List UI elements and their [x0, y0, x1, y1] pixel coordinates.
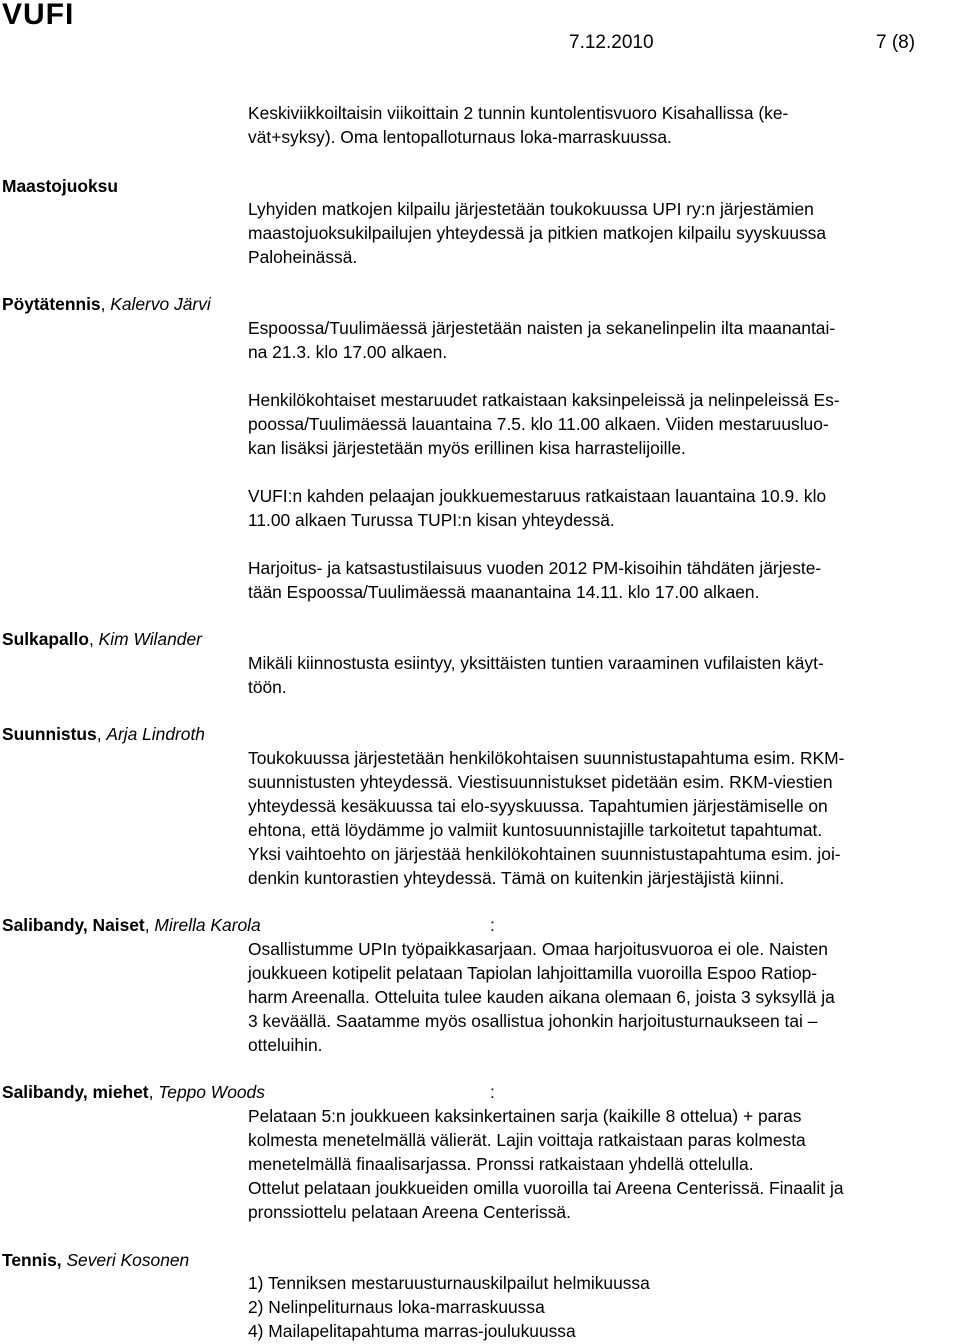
page-number: 7 (8)	[876, 32, 916, 53]
contact-person: Mirella Karola	[154, 915, 261, 935]
poytatennis-heading	[2, 296, 211, 313]
separator: ,	[88, 629, 99, 649]
salibandy-miehet-line-5: pronssiottelu pelataan Areena Centerissä.	[248, 1202, 571, 1222]
poytatennis-p4-line-2: tään Espoossa/Tuulimäessä maanantaina 14.11. klo 17.00 alkaen.	[248, 582, 760, 602]
suunnistus-line-1: Toukokuussa järjestetään henkilökohtaisen suunnistustapahtuma esim. RKM-	[248, 748, 845, 768]
salibandy-naiset-colon: :	[490, 915, 495, 935]
maastojuoksu-line-3: Paloheinässä.	[248, 247, 358, 267]
suunnistus-line-2: suunnistusten yhteydessä. Viestisuunnistukset pidetään esim. RKM-viestien	[248, 772, 833, 792]
sport-name: Sulkapallo	[2, 629, 89, 649]
sport-name: Suunnistus	[2, 724, 97, 744]
sport-name: Salibandy, Naiset	[2, 915, 145, 935]
salibandy-miehet-heading	[2, 1084, 265, 1101]
salibandy-naiset-line-2: joukkueen kotipelit pelataan Tapiolan lahjoittamilla vuoroilla Espoo Ratiop-	[248, 963, 818, 983]
sulkapallo-line-1: Mikäli kiinnostusta esiintyy, yksittäisten tuntien varaaminen vufilaisten käyt-	[248, 653, 824, 673]
salibandy-naiset-heading	[2, 917, 261, 934]
suunnistus-line-6: denkin kuntorastien yhteydessä. Tämä on kuitenkin järjestäjistä kiinni.	[248, 868, 785, 888]
separator: ,	[148, 1082, 159, 1102]
sulkapallo-heading	[2, 631, 202, 648]
tennis-item-3: 4) Mailapelitapahtuma marras-joulukuussa	[248, 1321, 576, 1341]
sulkapallo-line-2: töön.	[248, 677, 287, 697]
suunnistus-line-3: yhteydessä kesäkuussa tai elo-syyskuussa. Tapahtumien järjestämiselle on	[248, 796, 828, 816]
poytatennis-p2-line-2: poossa/Tuulimäessä lauantaina 7.5. klo 11.00 alkaen. Viiden mestaruusluo-	[248, 414, 829, 434]
separator: ,	[100, 294, 111, 314]
salibandy-miehet-line-2: kolmesta menetelmällä välierät. Lajin voittaja ratkaistaan paras kolmesta	[248, 1130, 806, 1150]
contact-person: Severi Kosonen	[66, 1250, 190, 1270]
salibandy-miehet-line-4: Ottelut pelataan joukkueiden omilla vuoroilla tai Areena Centerissä. Finaalit ja	[248, 1178, 844, 1198]
tennis-heading	[2, 1252, 189, 1269]
suunnistus-line-4: ehtona, että löydämme jo valmiit kuntosuunnistajille tarkoitetut tapahtumat.	[248, 820, 823, 840]
vufi-logo: VUFI	[2, 0, 75, 31]
tennis-item-2: 2) Nelinpeliturnaus loka-marraskuussa	[248, 1297, 545, 1317]
salibandy-miehet-line-3: menetelmällä finaalisarjassa. Pronssi ratkaistaan yhdellä ottelulla.	[248, 1154, 754, 1174]
contact-person: Kalervo Järvi	[110, 294, 211, 314]
suunnistus-heading	[2, 726, 205, 743]
poytatennis-p2-line-3: kan lisäksi järjestetään myös erillinen kisa harrastelijoille.	[248, 438, 686, 458]
sport-name: Pöytätennis	[2, 294, 101, 314]
salibandy-naiset-line-1: Osallistumme UPIn työpaikkasarjaan. Omaa harjoitusvuoroa ei ole. Naisten	[248, 939, 828, 959]
poytatennis-p3-line-1: VUFI:n kahden pelaajan joukkuemestaruus ratkaistaan lauantaina 10.9. klo	[248, 486, 827, 506]
salibandy-miehet-colon: :	[490, 1082, 495, 1102]
separator: ,	[96, 724, 107, 744]
maastojuoksu-line-2: maastojuoksukilpailujen yhteydessä ja pitkien matkojen kilpailu syyskuussa	[248, 223, 827, 243]
sport-name: Tennis,	[2, 1250, 62, 1270]
contact-person: Teppo Woods	[158, 1082, 265, 1102]
intro-line-1: Keskiviikkoiltaisin viikoittain 2 tunnin kuntolentisvuoro Kisahallissa (ke-	[248, 103, 789, 123]
maastojuoksu-heading: Maastojuoksu	[2, 176, 118, 196]
maastojuoksu-line-1: Lyhyiden matkojen kilpailu järjestetään toukokuussa UPI ry:n järjestämien	[248, 199, 814, 219]
salibandy-naiset-line-3: harm Areenalla. Otteluita tulee kauden aikana olemaan 6, joista 3 syksyllä ja	[248, 987, 835, 1007]
poytatennis-p1-line-2: na 21.3. klo 17.00 alkaen.	[248, 342, 448, 362]
poytatennis-p4-line-1: Harjoitus- ja katsastustilaisuus vuoden 2012 PM-kisoihin tähdäten järjeste-	[248, 558, 822, 578]
document-date: 7.12.2010	[569, 32, 654, 53]
salibandy-miehet-line-1: Pelataan 5:n joukkueen kaksinkertainen sarja (kaikille 8 ottelua) + paras	[248, 1106, 802, 1126]
contact-person: Kim Wilander	[98, 629, 202, 649]
poytatennis-p2-line-1: Henkilökohtaiset mestaruudet ratkaistaan kaksinpeleissä ja nelinpeleissä Es-	[248, 390, 840, 410]
poytatennis-p3-line-2: 11.00 alkaen Turussa TUPI:n kisan yhteydessä.	[248, 510, 615, 530]
poytatennis-p1-line-1: Espoossa/Tuulimäessä järjestetään naisten ja sekanelinpelin ilta maanantai-	[248, 318, 836, 338]
contact-person: Arja Lindroth	[106, 724, 205, 744]
salibandy-naiset-line-4: 3 keväällä. Saatamme myös osallistua johonkin harjoitusturnaukseen tai –	[248, 1011, 818, 1031]
salibandy-naiset-line-5: otteluihin.	[248, 1035, 323, 1055]
sport-name: Salibandy, miehet	[2, 1082, 149, 1102]
suunnistus-line-5: Yksi vaihtoehto on järjestää henkilökohtainen suunnistustapahtuma esim. joi-	[248, 844, 841, 864]
intro-line-2: vät+syksy). Oma lentopalloturnaus loka-marraskuussa.	[248, 127, 672, 147]
tennis-item-1: 1) Tenniksen mestaruusturnauskilpailut helmikuussa	[248, 1273, 650, 1293]
separator: ,	[144, 915, 155, 935]
